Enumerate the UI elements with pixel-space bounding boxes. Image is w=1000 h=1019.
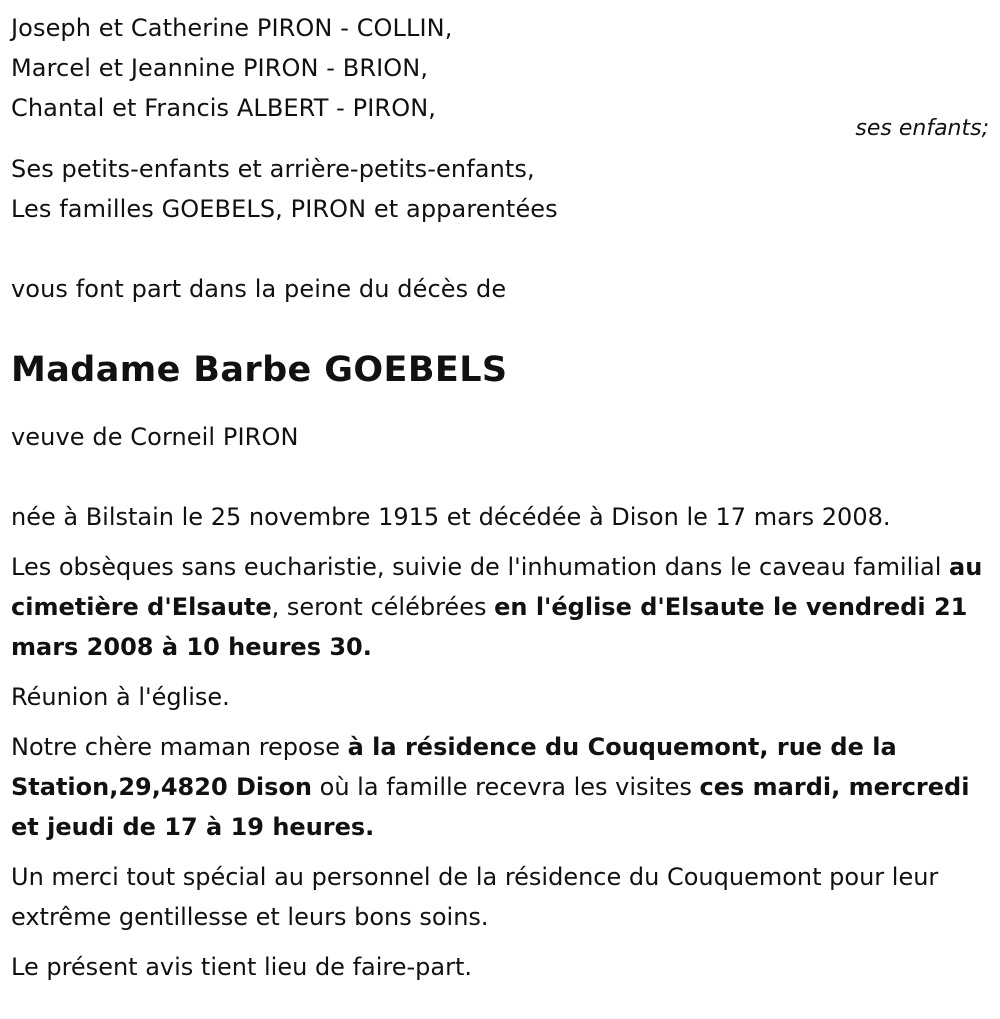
children-block: [11, 8, 991, 141]
extended-family-line: Ses petits-enfants et arrière-petits-enfants,: [11, 155, 535, 183]
rest-paragraph: [11, 727, 991, 847]
rest-text: Notre chère maman repose: [11, 733, 348, 761]
notice-text: Le présent avis tient lieu de faire-part.: [11, 953, 473, 981]
funeral-text: Les obsèques sans eucharistie, suivie de l'inhumation dans le caveau familial: [11, 553, 950, 581]
deceased-name: Madame Barbe GOEBELS: [11, 350, 508, 390]
visiting-hours-text: ces mardi, mercredi et jeudi de 17 à 19 heures.: [11, 773, 970, 841]
widow-of-text: veuve de Corneil PIRON: [11, 423, 299, 451]
funeral-text: , seront célébrées: [271, 593, 495, 621]
family-line: Joseph et Catherine PIRON - COLLIN,: [11, 14, 453, 42]
thanks-text: Un merci tout spécial au personnel de la résidence du Couquemont pour leur extrême gentillesse et leurs bons soins.: [11, 863, 939, 931]
announcement-text: vous font part dans la peine du décès de: [11, 275, 507, 303]
family-line: Marcel et Jeannine PIRON - BRION,: [11, 54, 429, 82]
obituary-notice: [11, 8, 991, 997]
children-role-label: ses enfants;: [855, 116, 989, 141]
funeral-paragraph: [11, 547, 991, 667]
church-date-text: en l'église d'Elsaute le vendredi 21 mars 2008 à 10 heures 30.: [11, 593, 968, 661]
residence-address-text: à la résidence du Couquemont, rue de la Station,29,4820 Dison: [11, 733, 897, 801]
rest-text: où la famille recevra les visites: [312, 773, 700, 801]
cemetery-text: au cimetière d'Elsaute: [11, 553, 983, 621]
birth-death-text: née à Bilstain le 25 novembre 1915 et décédée à Dison le 17 mars 2008.: [11, 503, 891, 531]
meeting-text: Réunion à l'église.: [11, 683, 230, 711]
family-line: Chantal et Francis ALBERT - PIRON,: [11, 94, 436, 122]
extended-family-line: Les familles GOEBELS, PIRON et apparentées: [11, 195, 558, 223]
